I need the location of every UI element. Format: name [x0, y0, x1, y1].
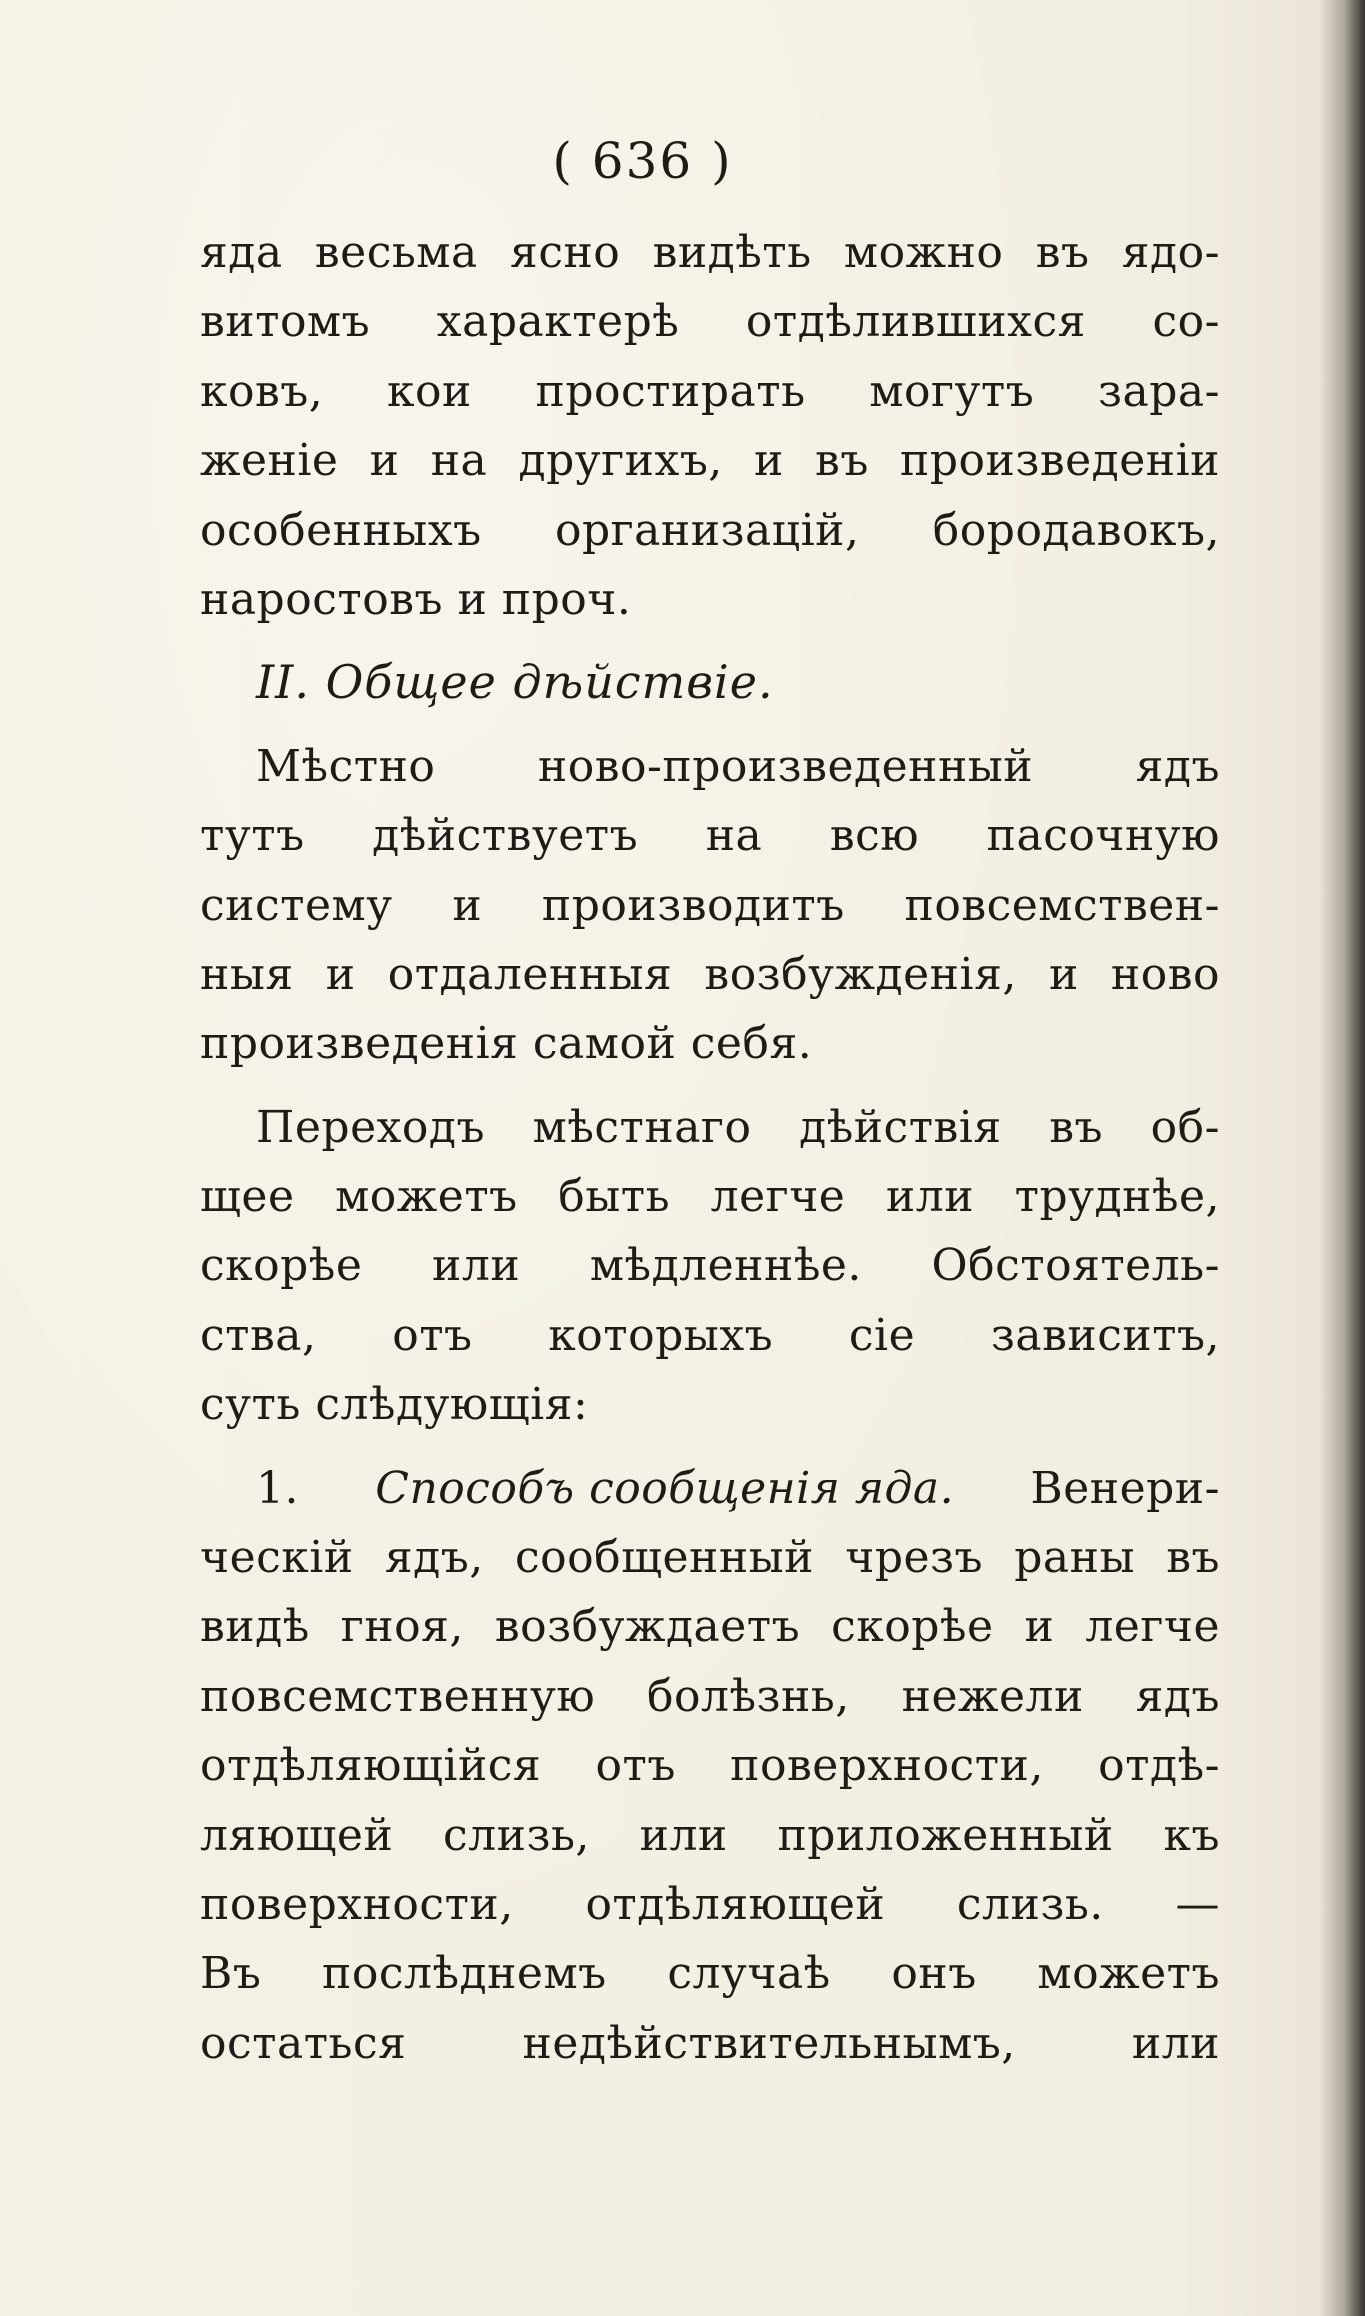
text-line: ковъ, кои простирать могутъ зара-: [200, 365, 1220, 417]
text-line: Въ послѣднемъ случаѣ онъ можетъ: [200, 1948, 1220, 2000]
text-line: Переходъ мѣстнаго дѣйствія въ об-: [256, 1101, 1220, 1153]
text-line: ляющей слизь, или приложенный къ: [200, 1809, 1220, 1861]
text-line: ческій ядъ, сообщенный чрезъ раны въ: [200, 1532, 1220, 1584]
text-line: женіе и на другихъ, и въ произведеніи: [200, 435, 1220, 487]
item-first-line-rest: Венери-: [1030, 1462, 1220, 1514]
paragraph-gap: [200, 1440, 1220, 1454]
text-line: яда весьма ясно видѣть можно въ ядо-: [200, 227, 1220, 278]
text-line: тутъ дѣйствуетъ на всю пасочную: [200, 810, 1220, 862]
text-line: особенныхъ организацій, бородавокъ,: [200, 504, 1220, 556]
text-line: поверхности, отдѣляющей слизь. —: [200, 1878, 1220, 1930]
text-line: Мѣстно ново-произведенный ядъ: [256, 740, 1220, 792]
text-line: отдѣляющійся отъ поверхности, отдѣ-: [200, 1740, 1220, 1792]
paragraph-gap: [200, 1079, 1220, 1093]
text-line: наростовъ и проч.: [200, 573, 632, 625]
item-italic-lead: Способъ сообщенія яда.: [375, 1462, 955, 1514]
page-text: [200, 218, 1220, 2078]
text-line: скорѣе или мѣдленнѣе. Обстоятель-: [200, 1240, 1220, 1292]
text-line: витомъ характерѣ отдѣлившихся со-: [200, 296, 1220, 348]
section-heading: II. Общее дѣйствіе.: [256, 655, 774, 710]
text-line: повсемственную болѣзнь, нежели ядъ: [200, 1670, 1220, 1722]
page-number: ( 636 ): [552, 132, 733, 190]
text-line: систему и производитъ повсемствен-: [200, 879, 1220, 931]
text-line: щее можетъ быть легче или труднѣе,: [200, 1171, 1220, 1223]
text-line: суть слѣдующія:: [200, 1379, 589, 1431]
text-line: остаться недѣйствительнымъ, или: [200, 2017, 1220, 2069]
text-line: произведенія самой себя.: [200, 1018, 813, 1070]
numbered-paragraph-first-line: [200, 1454, 1220, 1523]
text-line: ства, отъ которыхъ сіе зависитъ,: [200, 1309, 1220, 1361]
text-line: видѣ гноя, возбуждаетъ скорѣе и легче: [200, 1601, 1220, 1653]
item-number: 1.: [256, 1462, 299, 1514]
text-line: ныя и отдаленныя возбужденія, и ново: [200, 948, 1220, 1000]
book-spine-shadow: [1319, 0, 1365, 2316]
